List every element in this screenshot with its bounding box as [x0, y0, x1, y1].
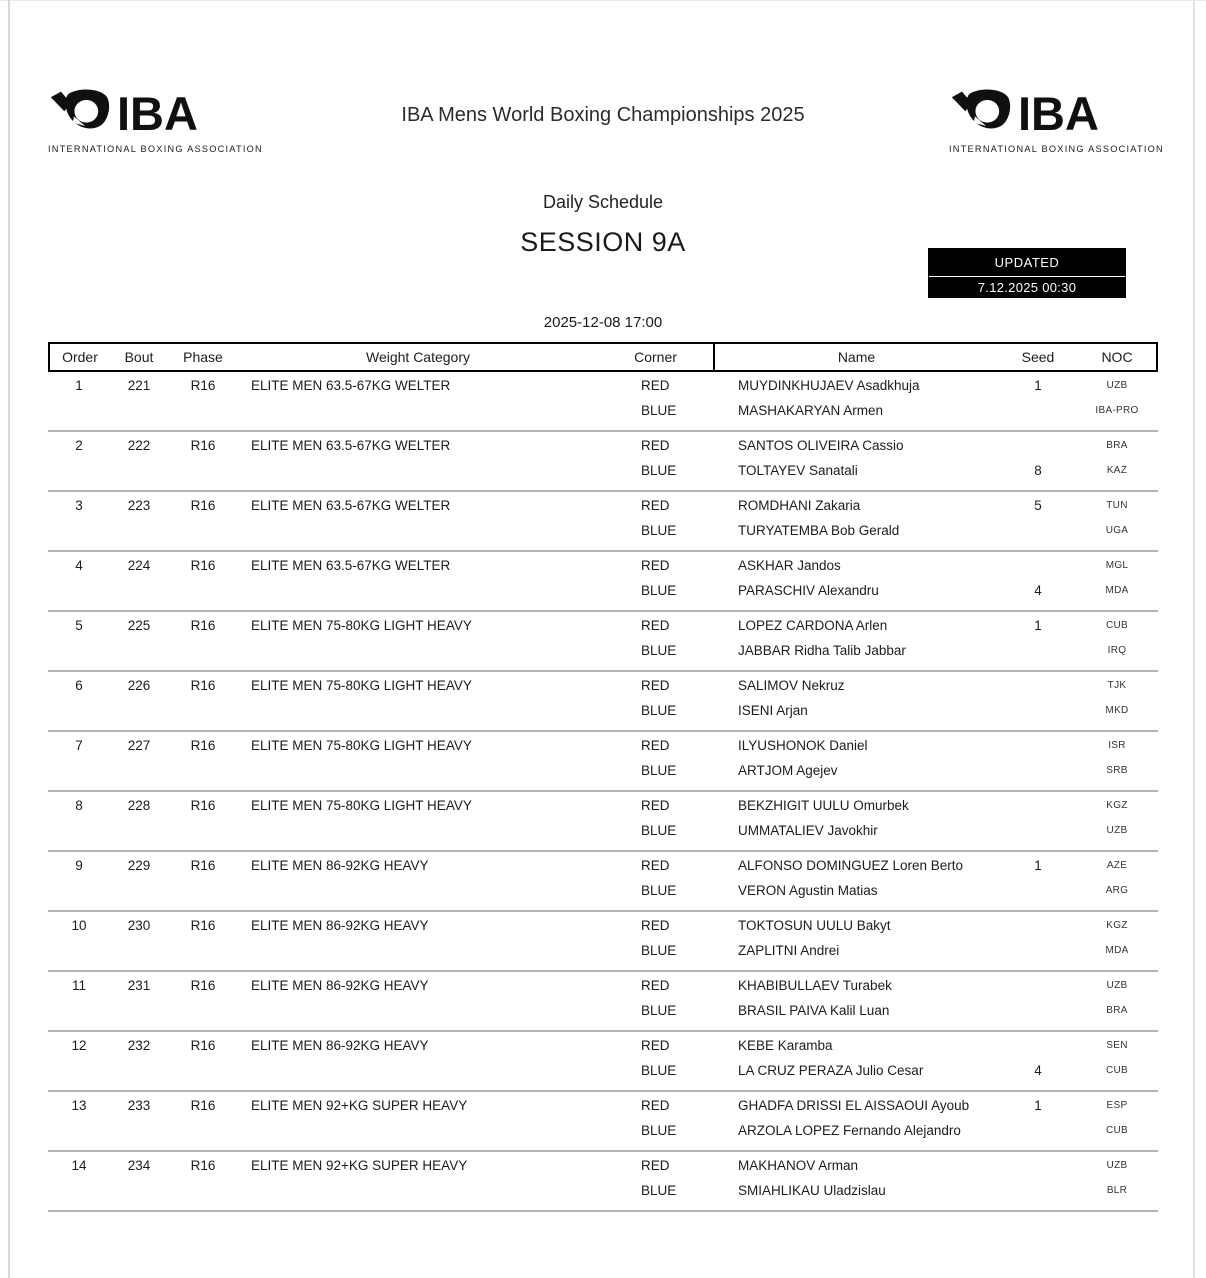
noc-value: MDA: [1105, 585, 1129, 596]
bout-row-226: [48, 672, 1158, 732]
order-value: 12: [71, 1038, 87, 1053]
column-header-weight-category: Weight Category: [365, 349, 470, 365]
bout-row-229: [48, 852, 1158, 912]
seed-value: 4: [1034, 583, 1042, 598]
weight-category: ELITE MEN 75-80KG LIGHT HEAVY: [251, 618, 472, 633]
bout-row-231: [48, 972, 1158, 1032]
boxer-name: MASHAKARYAN Armen: [738, 403, 884, 418]
column-header-seed: Seed: [1021, 349, 1055, 365]
noc-value-stack: [1078, 1092, 1156, 1150]
noc-value: AZE: [1106, 860, 1128, 871]
seed-value-stack: [998, 672, 1078, 730]
order-value: 7: [75, 738, 83, 753]
bout-row-227: [48, 732, 1158, 792]
corner-label: BLUE: [641, 583, 677, 598]
seed-value: 1: [1034, 1098, 1042, 1113]
noc-value: SRB: [1106, 765, 1128, 776]
bout-row-230: [48, 912, 1158, 972]
boxer-name: ALFONSO DOMINGUEZ Loren Berto: [738, 858, 964, 873]
corner-label-stack: [598, 792, 713, 850]
boxer-name-stack: [713, 972, 998, 1030]
corner-label-stack: [598, 492, 713, 550]
table-body: [48, 372, 1158, 1212]
column-header-corner: Corner: [634, 349, 677, 365]
seed-value-stack: [998, 1152, 1078, 1210]
noc-value-stack: [1078, 972, 1156, 1030]
column-header-name: Name: [713, 344, 998, 370]
noc-value: UZB: [1106, 825, 1128, 836]
column-header-noc: NOC: [1101, 349, 1133, 365]
order-value: 3: [75, 498, 83, 513]
seed-value-stack: [998, 372, 1078, 430]
seed-value-stack: [998, 432, 1078, 490]
corner-label-stack: [598, 852, 713, 910]
corner-label-stack: [598, 1032, 713, 1090]
bout-row-233: [48, 1092, 1158, 1152]
weight-category: ELITE MEN 63.5-67KG WELTER: [251, 438, 451, 453]
corner-label: BLUE: [641, 1183, 677, 1198]
seed-value-stack: [998, 972, 1078, 1030]
noc-value: MGL: [1105, 560, 1129, 571]
boxer-name: MAKHANOV Arman: [738, 1158, 859, 1173]
bout-row-222: [48, 432, 1158, 492]
boxer-name: SALIMOV Nekruz: [738, 678, 845, 693]
seed-value: [998, 917, 1078, 935]
iba-logo-mark: [949, 86, 1157, 140]
corner-label-stack: [598, 432, 713, 490]
noc-value: BLR: [1106, 1185, 1128, 1196]
corner-label: BLUE: [641, 403, 677, 418]
seed-value-stack: [998, 732, 1078, 790]
noc-value-stack: [1078, 1152, 1156, 1210]
boxer-name: SMIAHLIKAU Uladzislau: [738, 1183, 886, 1198]
schedule-table: [48, 342, 1158, 1212]
phase-value: R16: [190, 1158, 216, 1173]
boxer-name-stack: [713, 672, 998, 730]
weight-category: ELITE MEN 63.5-67KG WELTER: [251, 378, 451, 393]
iba-logo-text: IBA: [1018, 86, 1099, 140]
corner-label: BLUE: [641, 523, 677, 538]
iba-logo-subtext: INTERNATIONAL BOXING ASSOCIATION: [48, 144, 263, 154]
iba-logo-subtext: INTERNATIONAL BOXING ASSOCIATION: [949, 144, 1164, 154]
boxer-name: ILYUSHONOK Daniel: [738, 738, 868, 753]
noc-value: UZB: [1106, 380, 1128, 391]
noc-value: UGA: [1105, 525, 1129, 536]
page-title: IBA Mens World Boxing Championships 2025: [401, 104, 805, 126]
corner-label-stack: [598, 552, 713, 610]
boxer-name: KHABIBULLAEV Turabek: [738, 978, 892, 993]
noc-value: ARG: [1105, 885, 1129, 896]
noc-value-stack: [1078, 372, 1156, 430]
order-value: 4: [75, 558, 83, 573]
order-value: 8: [75, 798, 83, 813]
weight-category: ELITE MEN 86-92KG HEAVY: [251, 858, 429, 873]
corner-label: BLUE: [641, 1063, 677, 1078]
bout-number: 224: [127, 558, 151, 573]
noc-value-stack: [1078, 612, 1156, 670]
corner-label: BLUE: [641, 703, 677, 718]
corner-label: RED: [641, 918, 670, 933]
noc-value: TUN: [1106, 500, 1128, 511]
phase-value: R16: [190, 678, 216, 693]
bout-number: 227: [127, 738, 151, 753]
seed-value: [998, 437, 1078, 455]
bout-row-232: [48, 1032, 1158, 1092]
seed-value: 5: [1034, 498, 1042, 513]
noc-value: BRA: [1106, 440, 1128, 451]
seed-value: [998, 762, 1078, 780]
seed-value: [998, 677, 1078, 695]
boxer-name-stack: [713, 852, 998, 910]
bout-number: 222: [127, 438, 151, 453]
bout-number: 221: [127, 378, 151, 393]
phase-value: R16: [190, 1098, 216, 1113]
boxer-name: TOLTAYEV Sanatali: [738, 463, 858, 478]
seed-value: [998, 1182, 1078, 1200]
bout-number: 233: [127, 1098, 151, 1113]
seed-value: [998, 882, 1078, 900]
order-value: 9: [75, 858, 83, 873]
boxer-name: ISENI Arjan: [738, 703, 808, 718]
weight-category: ELITE MEN 92+KG SUPER HEAVY: [251, 1158, 468, 1173]
seed-value: [998, 1122, 1078, 1140]
noc-value: BRA: [1106, 1005, 1128, 1016]
corner-label: BLUE: [641, 643, 677, 658]
boxer-name: LA CRUZ PERAZA Julio Cesar: [738, 1063, 924, 1078]
corner-label: RED: [641, 1158, 670, 1173]
corner-label: BLUE: [641, 763, 677, 778]
boxer-name-stack: [713, 732, 998, 790]
weight-category: ELITE MEN 86-92KG HEAVY: [251, 978, 429, 993]
corner-label: BLUE: [641, 883, 677, 898]
boxer-name: ASKHAR Jandos: [738, 558, 841, 573]
noc-value-stack: [1078, 912, 1156, 970]
boxer-name: SANTOS OLIVEIRA Cassio: [738, 438, 904, 453]
boxer-name: GHADFA DRISSI EL AISSAOUI Ayoub: [738, 1098, 970, 1113]
seed-value-stack: [998, 792, 1078, 850]
seed-value: [998, 1037, 1078, 1055]
weight-category: ELITE MEN 75-80KG LIGHT HEAVY: [251, 678, 472, 693]
noc-value-stack: [1078, 432, 1156, 490]
corner-label: RED: [641, 558, 670, 573]
noc-value: IBA-PRO: [1095, 405, 1139, 416]
boxer-name-stack: [713, 492, 998, 550]
boxer-name-stack: [713, 1092, 998, 1150]
bout-number: 225: [127, 618, 151, 633]
corner-label: RED: [641, 858, 670, 873]
weight-category: ELITE MEN 63.5-67KG WELTER: [251, 558, 451, 573]
noc-value-stack: [1078, 732, 1156, 790]
seed-value-stack: [998, 912, 1078, 970]
boxer-name-stack: [713, 432, 998, 490]
corner-label: BLUE: [641, 943, 677, 958]
seed-value-stack: [998, 852, 1078, 910]
bout-number: 228: [127, 798, 151, 813]
iba-glove-icon: [949, 88, 1011, 138]
weight-category: ELITE MEN 86-92KG HEAVY: [251, 918, 429, 933]
seed-value: 8: [1034, 463, 1042, 478]
corner-label: RED: [641, 1098, 670, 1113]
seed-value: [998, 702, 1078, 720]
phase-value: R16: [190, 378, 216, 393]
corner-label: RED: [641, 498, 670, 513]
corner-label: RED: [641, 978, 670, 993]
noc-value: CUB: [1105, 1065, 1128, 1076]
noc-value: CUB: [1105, 620, 1128, 631]
seed-value: [998, 557, 1078, 575]
corner-label: RED: [641, 438, 670, 453]
corner-label-stack: [598, 372, 713, 430]
corner-label: RED: [641, 1038, 670, 1053]
seed-value: [998, 642, 1078, 660]
noc-value: IRQ: [1107, 645, 1127, 656]
boxer-name-stack: [713, 1152, 998, 1210]
boxer-name-stack: [713, 372, 998, 430]
phase-value: R16: [190, 978, 216, 993]
noc-value: KGZ: [1106, 920, 1128, 931]
bout-number: 234: [127, 1158, 151, 1173]
boxer-name: VERON Agustin Matias: [738, 883, 878, 898]
session-datetime: 2025-12-08 17:00: [543, 314, 663, 331]
weight-category: ELITE MEN 75-80KG LIGHT HEAVY: [251, 798, 472, 813]
corner-label-stack: [598, 972, 713, 1030]
bout-row-234: [48, 1152, 1158, 1212]
boxer-name-stack: [713, 912, 998, 970]
corner-label: BLUE: [641, 463, 677, 478]
weight-category: ELITE MEN 63.5-67KG WELTER: [251, 498, 451, 513]
corner-label-stack: [598, 672, 713, 730]
noc-value-stack: [1078, 552, 1156, 610]
boxer-name: LOPEZ CARDONA Arlen: [738, 618, 888, 633]
noc-value: KAZ: [1106, 465, 1128, 476]
boxer-name: BEKZHIGIT UULU Omurbek: [738, 798, 909, 813]
bout-number: 230: [127, 918, 151, 933]
seed-value: 1: [1034, 618, 1042, 633]
column-header-bout: Bout: [124, 349, 154, 365]
seed-value: [998, 402, 1078, 420]
noc-value-stack: [1078, 672, 1156, 730]
noc-value: KGZ: [1106, 800, 1128, 811]
weight-category: ELITE MEN 92+KG SUPER HEAVY: [251, 1098, 468, 1113]
seed-value-stack: [998, 612, 1078, 670]
corner-label: RED: [641, 798, 670, 813]
boxer-name-stack: [713, 792, 998, 850]
iba-logo-text: IBA: [117, 86, 198, 140]
boxer-name: JABBAR Ridha Talib Jabbar: [738, 643, 906, 658]
order-value: 5: [75, 618, 83, 633]
seed-value: 1: [1034, 858, 1042, 873]
bout-row-223: [48, 492, 1158, 552]
phase-value: R16: [190, 858, 216, 873]
noc-value: TJK: [1107, 680, 1127, 691]
phase-value: R16: [190, 798, 216, 813]
order-value: 6: [75, 678, 83, 693]
seed-value: [998, 1157, 1078, 1175]
noc-value: ISR: [1108, 740, 1126, 751]
noc-value: MDA: [1105, 945, 1129, 956]
noc-value: UZB: [1106, 980, 1128, 991]
updated-label: UPDATED: [929, 249, 1125, 277]
boxer-name: KEBE Karamba: [738, 1038, 833, 1053]
seed-value: [998, 797, 1078, 815]
phase-value: R16: [190, 738, 216, 753]
bout-row-221: [48, 372, 1158, 432]
bout-number: 223: [127, 498, 151, 513]
order-value: 13: [71, 1098, 87, 1113]
order-value: 10: [71, 918, 87, 933]
column-header-phase: Phase: [183, 349, 223, 365]
corner-label-stack: [598, 1092, 713, 1150]
boxer-name: MUYDINKHUJAEV Asadkhuja: [738, 378, 920, 393]
boxer-name: ROMDHANI Zakaria: [738, 498, 861, 513]
column-header-order: Order: [62, 349, 98, 365]
corner-label-stack: [598, 912, 713, 970]
seed-value-stack: [998, 1092, 1078, 1150]
boxer-name: ARZOLA LOPEZ Fernando Alejandro: [738, 1123, 961, 1138]
corner-label: BLUE: [641, 823, 677, 838]
seed-value: [998, 737, 1078, 755]
seed-value: [998, 522, 1078, 540]
bout-row-225: [48, 612, 1158, 672]
phase-value: R16: [190, 438, 216, 453]
corner-label: BLUE: [641, 1123, 677, 1138]
phase-value: R16: [190, 618, 216, 633]
page-edge-top: [0, 0, 1206, 1]
boxer-name: PARASCHIV Alexandru: [738, 583, 879, 598]
seed-value: [998, 1002, 1078, 1020]
boxer-name: BRASIL PAIVA Kalil Luan: [738, 1003, 890, 1018]
updated-timestamp: 7.12.2025 00:30: [977, 280, 1077, 295]
seed-value-stack: [998, 552, 1078, 610]
updated-badge: [928, 248, 1126, 298]
corner-label: RED: [641, 678, 670, 693]
phase-value: R16: [190, 1038, 216, 1053]
boxer-name: ARTJOM Agejev: [738, 763, 838, 778]
corner-label: RED: [641, 378, 670, 393]
boxer-name: TURYATEMBA Bob Gerald: [738, 523, 900, 538]
phase-value: R16: [190, 558, 216, 573]
order-value: 2: [75, 438, 83, 453]
corner-label-stack: [598, 1152, 713, 1210]
boxer-name: ZAPLITNI Andrei: [738, 943, 840, 958]
seed-value-stack: [998, 1032, 1078, 1090]
boxer-name-stack: [713, 1032, 998, 1090]
bout-number: 226: [127, 678, 151, 693]
seed-value: [998, 942, 1078, 960]
noc-value: ESP: [1106, 1100, 1128, 1111]
noc-value: UZB: [1106, 1160, 1128, 1171]
iba-logo-right: [949, 86, 1164, 154]
order-value: 1: [75, 378, 83, 393]
bout-row-224: [48, 552, 1158, 612]
phase-value: R16: [190, 498, 216, 513]
seed-value: [998, 822, 1078, 840]
bout-number: 231: [127, 978, 151, 993]
weight-category: ELITE MEN 75-80KG LIGHT HEAVY: [251, 738, 472, 753]
order-value: 11: [71, 978, 86, 993]
corner-label: RED: [641, 738, 670, 753]
document-subtitle: Daily Schedule: [542, 192, 664, 212]
corner-label: RED: [641, 618, 670, 633]
phase-value: R16: [190, 918, 216, 933]
bout-row-228: [48, 792, 1158, 852]
corner-label-stack: [598, 612, 713, 670]
seed-value-stack: [998, 492, 1078, 550]
noc-value: CUB: [1105, 1125, 1128, 1136]
seed-value: [998, 977, 1078, 995]
seed-value: 4: [1034, 1063, 1042, 1078]
boxer-name-stack: [713, 612, 998, 670]
noc-value: MKD: [1105, 705, 1129, 716]
seed-value: 1: [1034, 378, 1042, 393]
weight-category: ELITE MEN 86-92KG HEAVY: [251, 1038, 429, 1053]
noc-value-stack: [1078, 1032, 1156, 1090]
bout-number: 232: [127, 1038, 151, 1053]
boxer-name-stack: [713, 552, 998, 610]
noc-value-stack: [1078, 492, 1156, 550]
order-value: 14: [71, 1158, 87, 1173]
noc-value-stack: [1078, 792, 1156, 850]
corner-label: BLUE: [641, 1003, 677, 1018]
corner-label-stack: [598, 732, 713, 790]
boxer-name: UMMATALIEV Javokhir: [738, 823, 878, 838]
session-title: SESSION 9A: [520, 227, 686, 257]
table-header-row: [48, 342, 1158, 372]
bout-number: 229: [127, 858, 151, 873]
noc-value-stack: [1078, 852, 1156, 910]
noc-value: SEN: [1106, 1040, 1128, 1051]
boxer-name: TOKTOSUN UULU Bakyt: [738, 918, 891, 933]
